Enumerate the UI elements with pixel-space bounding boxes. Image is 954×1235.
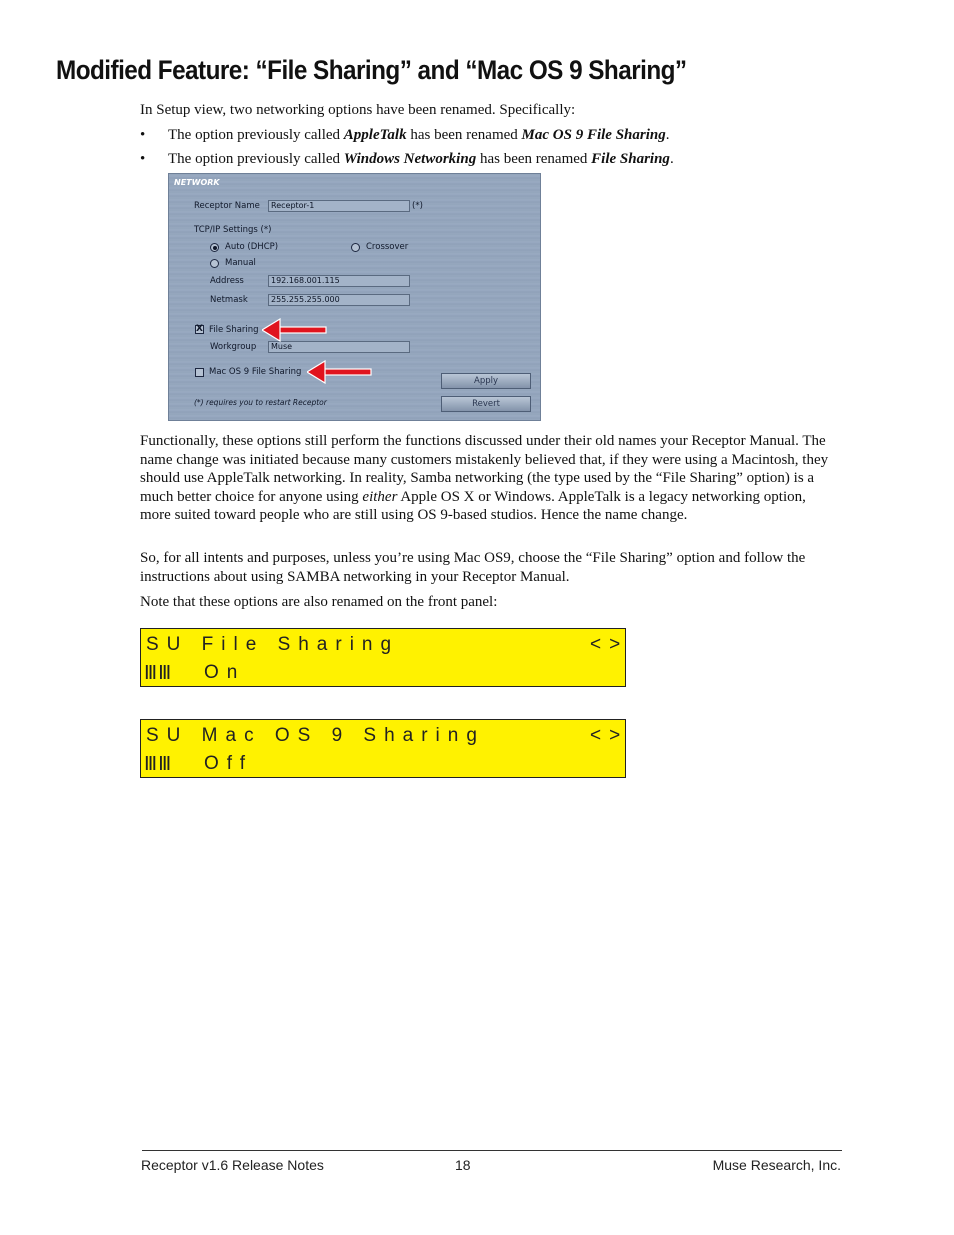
front-panel-note: Note that these options are also renamed on the front panel: [140, 594, 498, 610]
lcd-display-macos9-sharing [140, 719, 629, 778]
old-name: Windows Networking [343, 151, 477, 167]
lcd-line-1: SU File Sharing [146, 634, 400, 655]
bullet-dot: • [140, 151, 146, 167]
page-heading: Modified Feature: “File Sharing” and “Mac OS 9 Sharing” [56, 55, 687, 85]
lcd-line-1: SU Mac OS 9 Sharing [146, 725, 485, 746]
auto-dhcp-label: Auto (DHCP) [225, 242, 279, 252]
netmask-input[interactable]: 255.255.255.000 [268, 294, 410, 306]
lcd-display-file-sharing [140, 628, 629, 687]
apply-button[interactable]: Apply [441, 373, 531, 389]
footer-company: Muse Research, Inc. [712, 1157, 841, 1173]
footer-doc-title: Receptor v1.6 Release Notes [141, 1157, 324, 1173]
old-name: AppleTalk [343, 127, 407, 143]
tcpip-settings-label: TCP/IP Settings (*) [194, 225, 272, 235]
file-sharing-label: File Sharing [209, 325, 259, 335]
manual-label: Manual [225, 258, 256, 268]
address-label: Address [210, 276, 244, 286]
footer-page-number: 18 [455, 1157, 471, 1173]
lcd-line-2: On [204, 662, 246, 683]
macos9-file-sharing-checkbox[interactable] [195, 368, 204, 377]
functional-explanation-paragraph: Functionally, these options still perform the functions discussed under their old names your Receptor Manual. The name change was initiated because many customers mistakenly believed that, if they were using a Macintosh, they should use AppleTalk networking. In reality, Samba networking (the type used by the “File Sharing” option) is a much better choice for anyone using either Apple OS X or Windows. AppleTalk is a legacy networking option, more suited toward people who are still using OS 9-based studios. Hence the name change. [140, 433, 829, 524]
intro-paragraph: In Setup view, two networking options have been renamed. Specifically: [140, 102, 576, 118]
lcd-nav-arrows: <> [590, 725, 629, 746]
crossover-radio[interactable] [351, 243, 360, 252]
bullet-dot: • [140, 127, 146, 143]
red-arrow-icon [262, 318, 328, 342]
address-input[interactable]: 192.168.001.115 [268, 275, 410, 287]
recommendation-paragraph: So, for all intents and purposes, unless you’re using Mac OS9, choose the “File Sharing” option and follow the instructions about using SAMBA networking in your Receptor Manual. [140, 550, 806, 585]
bullet-text: The option previously called AppleTalk has been renamed Mac OS 9 File Sharing. [168, 127, 670, 143]
auto-dhcp-radio[interactable] [210, 243, 219, 252]
bullet-text: The option previously called Windows Networking has been renamed File Sharing. [168, 151, 674, 167]
netmask-label: Netmask [210, 295, 248, 305]
manual-radio[interactable] [210, 259, 219, 268]
receptor-name-label: Receptor Name [194, 201, 260, 211]
lcd-bars: ⅢⅢ [144, 754, 173, 775]
macos9-file-sharing-label: Mac OS 9 File Sharing [209, 367, 302, 377]
workgroup-input[interactable]: Muse [268, 341, 410, 353]
panel-title: NETWORK [174, 178, 220, 187]
emphasis-either: either [362, 488, 398, 505]
new-name: Mac OS 9 File Sharing [521, 127, 666, 143]
workgroup-label: Workgroup [210, 342, 257, 352]
restart-marker: (*) [412, 201, 423, 211]
footer-divider [142, 1150, 842, 1151]
new-name: File Sharing [591, 151, 670, 167]
network-settings-panel [168, 173, 541, 421]
lcd-nav-arrows: <> [590, 634, 629, 655]
receptor-name-input[interactable]: Receptor-1 [268, 200, 410, 212]
file-sharing-checkbox[interactable]: X [196, 324, 203, 334]
crossover-label: Crossover [366, 242, 409, 252]
lcd-line-2: Off [204, 753, 253, 774]
red-arrow-icon [307, 360, 373, 384]
restart-note: (*) requires you to restart Receptor [194, 398, 327, 407]
lcd-bars: ⅢⅢ [144, 663, 173, 684]
revert-button[interactable]: Revert [441, 396, 531, 412]
